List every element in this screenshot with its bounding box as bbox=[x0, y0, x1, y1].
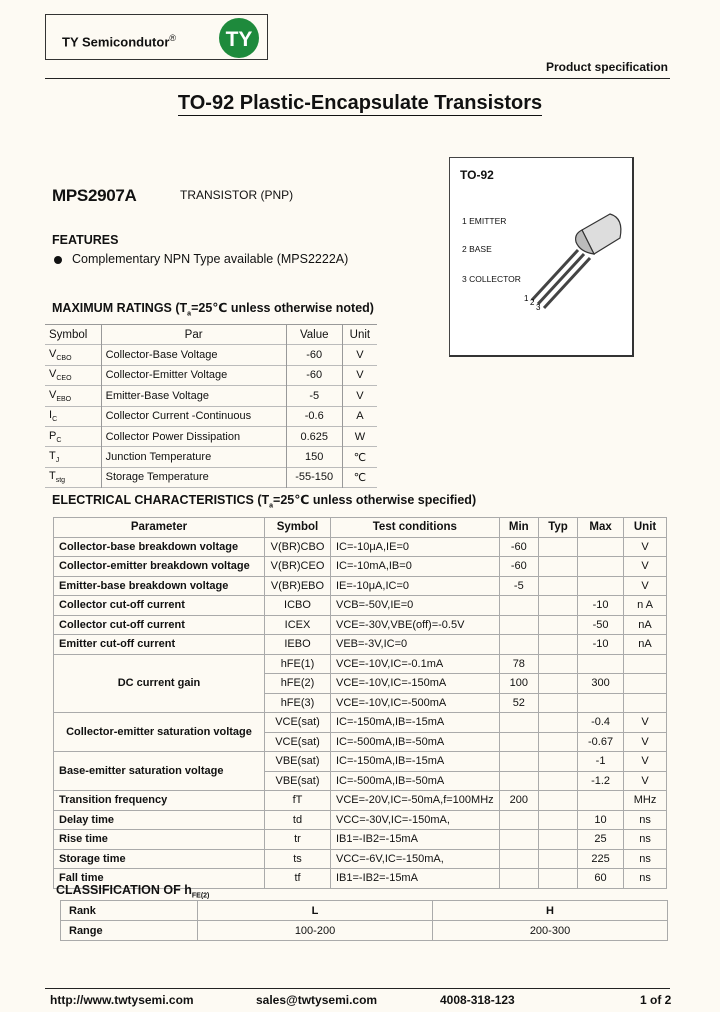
electrical-heading: ELECTRICAL CHARACTERISTICS ($T_a=25℃$ unless otherwise specified) bbox=[52, 493, 477, 510]
table-row: VCE(sat) IC=-500mA,IB=-50mA -0.67 V bbox=[54, 732, 667, 752]
svg-text:1: 1 bbox=[524, 294, 529, 303]
pin-base: 2 BASE bbox=[462, 244, 492, 254]
package-title: TO-92 bbox=[460, 168, 494, 182]
table-row: Rise time tr IB1=-IB2=-15mA 25 ns bbox=[54, 830, 667, 850]
header-rule bbox=[45, 78, 670, 79]
part-type: TRANSISTOR (PNP) bbox=[180, 188, 294, 202]
table-row: $V_{EBO}$ Emitter-Base Voltage -5 V bbox=[45, 386, 377, 406]
table-row: VBE(sat) IC=-500mA,IB=-50mA -1.2 V bbox=[54, 771, 667, 791]
bullet-icon bbox=[54, 256, 62, 264]
table-row: hFE(2) VCE=-10V,IC=-150mA 100 300 bbox=[54, 674, 667, 694]
table-row: $P_C$ Collector Power Dissipation 0.625 W bbox=[45, 426, 377, 446]
to92-package-icon bbox=[520, 208, 630, 318]
table-row: Collector-base breakdown voltage V(BR)CBO IC=-10μA,IE=0 -60 V bbox=[54, 537, 667, 557]
table-row: $V_{CBO}$ Collector-Base Voltage -60 V bbox=[45, 345, 377, 365]
table-row: Delay time td VCC=-30V,IC=-150mA, 10 ns bbox=[54, 810, 667, 830]
table-row: $I_C$ Collector Current -Continuous -0.6 A bbox=[45, 406, 377, 426]
column-header: Value bbox=[286, 325, 342, 345]
svg-text:3: 3 bbox=[536, 303, 541, 312]
table-row: Collector-emitter breakdown voltage V(BR)CEO IC=-10mA,IB=0 -60 V bbox=[54, 557, 667, 577]
feature-item: Complementary NPN Type available (MPS2222A) bbox=[72, 252, 349, 266]
table-row: DC current gain hFE(1) VCE=-10V,IC=-0.1mA 78 bbox=[54, 654, 667, 674]
brand-name: TY Semicondutor® bbox=[62, 33, 177, 50]
max-ratings-table bbox=[45, 324, 377, 488]
table-row: Transition frequency fT VCE=-20V,IC=-50mA,f=100MHz 200 MHz bbox=[54, 791, 667, 811]
column-header: Symbol bbox=[45, 325, 101, 345]
table-row: $T_J$ Junction Temperature 150 ℃ bbox=[45, 447, 377, 467]
table-row: Collector-emitter saturation voltage VCE(sat) IC=-150mA,IB=-15mA -0.4 V bbox=[54, 713, 667, 733]
table-row: Emitter cut-off current IEBO VEB=-3V,IC=0 -10 nA bbox=[54, 635, 667, 655]
features-heading: FEATURES bbox=[52, 233, 119, 247]
table-row: Fall time tf IB1=-IB2=-15mA 60 ns bbox=[54, 869, 667, 889]
classification-heading: CLASSIFICATION OF $h_{FE(2)}$ bbox=[56, 883, 210, 900]
footer-website-link[interactable]: http://www.twtysemi.com bbox=[50, 993, 194, 1007]
footer-rule bbox=[45, 988, 670, 989]
page-title: TO-92 Plastic-Encapsulate Transistors bbox=[177, 92, 543, 114]
column-header: Par bbox=[101, 325, 286, 345]
footer-phone: 4008-318-123 bbox=[440, 993, 515, 1007]
electrical-table bbox=[53, 517, 667, 889]
table-row: Emitter-base breakdown voltage V(BR)EBO IE=-10μA,IC=0 -5 V bbox=[54, 576, 667, 596]
classification-table bbox=[60, 900, 668, 941]
pin-emitter: 1 EMITTER bbox=[462, 216, 507, 226]
svg-text:TY: TY bbox=[225, 28, 253, 51]
table-row: Storage time ts VCC=-6V,IC=-150mA, 225 ns bbox=[54, 849, 667, 869]
table-row: $V_{CEO}$ Collector-Emitter Voltage -60 V bbox=[45, 365, 377, 385]
table-row: Collector cut-off current ICBO VCB=-50V,IE=0 -10 n A bbox=[54, 596, 667, 616]
table-row: Range 100-200 200-300 bbox=[61, 921, 668, 941]
svg-text:2: 2 bbox=[530, 298, 535, 307]
footer-page-number: 1 of 2 bbox=[640, 993, 672, 1007]
part-number: MPS2907A bbox=[52, 186, 137, 205]
column-header: Unit bbox=[349, 328, 371, 341]
footer-email-link[interactable]: sales@twtysemi.com bbox=[256, 993, 378, 1007]
ty-logo bbox=[218, 17, 260, 59]
table-row: Collector cut-off current ICEX VCE=-30V,VBE(off)=-0.5V -50 nA bbox=[54, 615, 667, 635]
package-diagram bbox=[449, 157, 634, 357]
product-specification-label: Product specification bbox=[545, 60, 668, 74]
table-row: $T_{stg}$ Storage Temperature -55-150 ℃ bbox=[45, 467, 377, 487]
pin-collector: 3 COLLECTOR bbox=[462, 274, 521, 284]
table-row: Base-emitter saturation voltage VBE(sat) IC=-150mA,IB=-15mA -1 V bbox=[54, 752, 667, 772]
table-row: hFE(3) VCE=-10V,IC=-500mA 52 bbox=[54, 693, 667, 713]
table-row: Rank L H bbox=[61, 901, 668, 921]
max-ratings-heading: MAXIMUM RATINGS ($T_a=25℃$ unless otherwise noted) bbox=[52, 301, 374, 318]
table-header-row: Parameter Symbol Test conditions Min Typ Max Unit bbox=[54, 518, 667, 538]
